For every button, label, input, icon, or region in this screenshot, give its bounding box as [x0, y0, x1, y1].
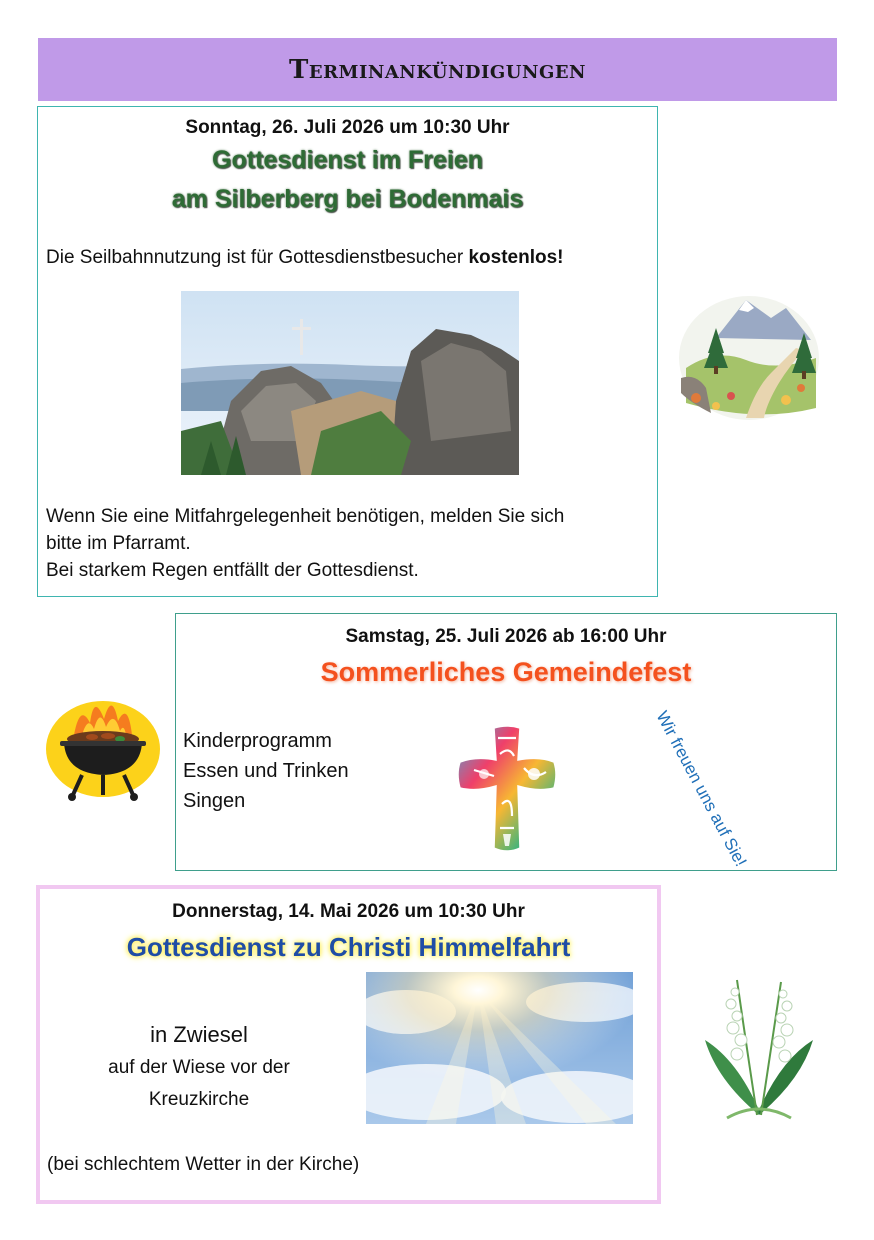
- event2-items: [183, 726, 349, 816]
- list-item: Essen und Trinken: [183, 760, 349, 782]
- event2-date: Samstag, 25. Juli 2026 ab 16:00 Uhr: [345, 626, 667, 647]
- event-card-silberberg: [37, 106, 658, 597]
- page-title: Terminankündigungen: [289, 54, 586, 85]
- event3-title: Gottesdienst zu Christi Himmelfahrt: [126, 932, 571, 962]
- colorful-cross-icon: [454, 724, 560, 856]
- event2-title: Sommerliches Gemeindefest: [320, 657, 692, 687]
- lily-of-the-valley-icon: [697, 970, 821, 1120]
- event1-info-line1: Wenn Sie eine Mitfahrgelegenheit benötigen, melden Sie sich: [46, 506, 565, 527]
- event-card-gemeindefest: [175, 613, 837, 871]
- event1-title-line2: am Silberberg bei Bodenmais: [171, 185, 524, 213]
- event1-note-bold: kostenlos!: [468, 247, 564, 268]
- event1-info-line3: Bei starkem Regen entfällt der Gottesdienst.: [46, 560, 419, 581]
- mountain-path-icon: [676, 278, 822, 424]
- event-card-himmelfahrt: [36, 885, 661, 1204]
- event3-date: Donnerstag, 14. Mai 2026 um 10:30 Uhr: [172, 901, 525, 922]
- sunlit-sky-photo: [366, 972, 633, 1124]
- grill-icon: [44, 683, 162, 801]
- event1-date: Sonntag, 26. Juli 2026 um 10:30 Uhr: [185, 117, 510, 138]
- event1-note-text: Die Seilbahnnutzung ist für Gottesdienstbesucher: [46, 247, 469, 268]
- event3-place-line2: auf der Wiese vor der: [108, 1057, 290, 1078]
- summit-cross-photo: [181, 291, 519, 475]
- list-item: Kinderprogramm: [183, 730, 332, 752]
- event3-place-line1: in Zwiesel: [150, 1022, 248, 1047]
- event1-note: [46, 244, 564, 271]
- event3-weather-note: (bei schlechtem Wetter in der Kirche): [47, 1154, 360, 1175]
- event2-greeting: Wir freuen uns auf Sie!: [652, 707, 751, 870]
- event1-info-line2: bitte im Pfarramt.: [46, 533, 191, 554]
- event1-title-line1: Gottesdienst im Freien: [212, 146, 483, 174]
- list-item: Singen: [183, 790, 246, 812]
- event3-place-line3: Kreuzkirche: [148, 1089, 250, 1110]
- header-banner: [38, 38, 837, 101]
